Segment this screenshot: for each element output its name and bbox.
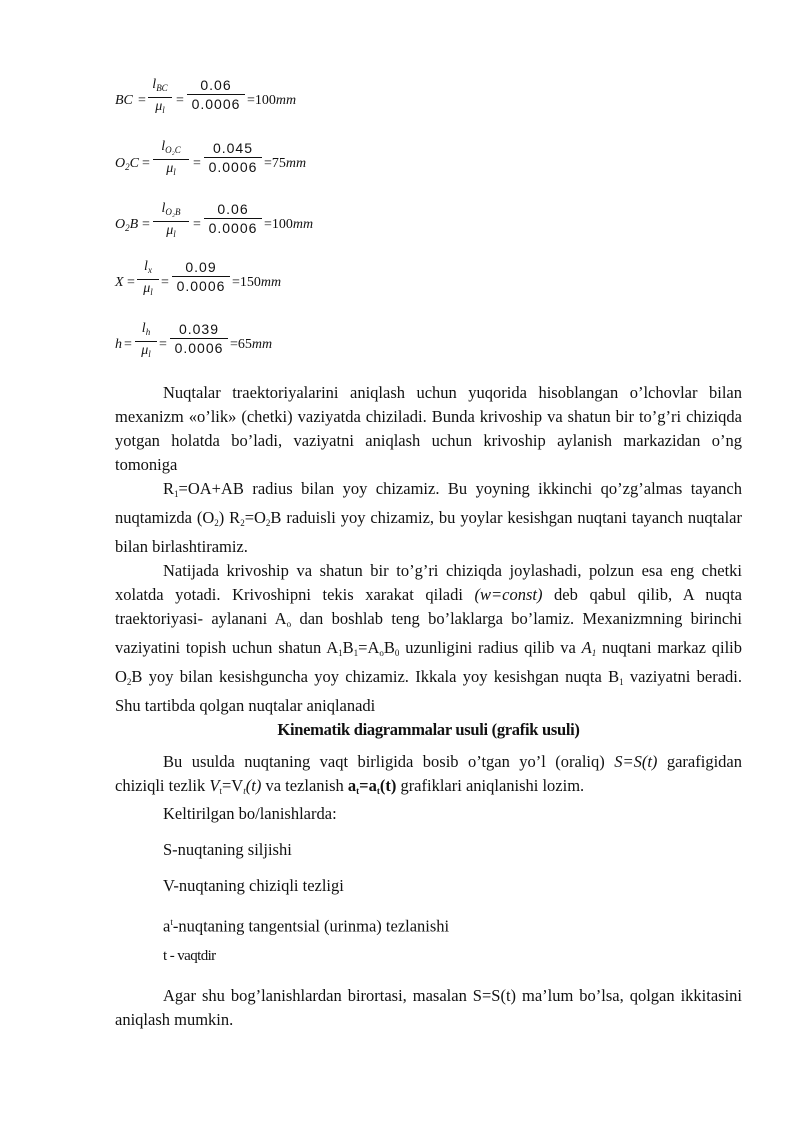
formula-lhs: $O_2C$ [115,156,139,172]
formula-result: =75mm [264,156,307,171]
formula-fraction: $\frac{l_{O_2B}}{\mu_l}$ [153,202,189,241]
list-intro: Keltirilgan bo/lanishlarda: [163,804,337,823]
section-heading: Kinematik diagrammalar usuli (grafik usuli) [277,720,580,739]
closing-text [115,984,742,1032]
formula-result: =65mm [230,337,273,352]
formula-value-fraction: $\frac{0.045}{0.0006}$ [204,141,262,174]
formula-result: =100mm [247,93,297,108]
list-item: S-nuqtaning siljishi [163,840,292,859]
formula-value-fraction: $\frac{0.06}{0.0006}$ [204,202,262,235]
formula-fraction: $\frac{l_h}{\mu_l}$ [135,322,157,361]
formula-lhs: X [115,275,124,290]
formula-result: =100mm [264,217,314,232]
formula-fraction: $\frac{l_x}{\mu_l}$ [137,260,159,299]
list-item: V-nuqtaning chiziqli tezligi [163,876,344,895]
formula-value-fraction: $\frac{0.039}{0.0006}$ [170,322,228,355]
paragraph-2: $R_1=OA+AB$ radius bilan yoy chizamiz. Bu yoyning ikkinchi qo’zg’almas tayanch nuqtamizda $(O_2)$ $R_2=O_2B$ raduisli yoy chizamiz, bu yoylar kesishgan nuqtani tayanch nuqtalar bilan birlashtiramiz. [115,479,742,556]
formula-lhs: h [115,337,122,352]
formula-value-fraction: $\frac{0.06}{0.0006}$ [187,78,245,111]
formula-fraction: $l_{BC}$ $\mu_l$ [148,78,172,117]
formula-result: =150mm [232,275,282,290]
paragraph-1: Nuqtalar traektoriyalarini aniqlash uchun yuqorida hisoblangan o’lchovlar bilan mexanizm «o’lik» (chetki) vaziyatda chiziladi. Bunda krivoship va shatun bir to’g’ri chiziqda yotgan holatda bo’ladi, vaziyatni aniqlash uchun krivoship aylanish markazidan o’ng tomoniga [115,383,742,474]
paragraph-4: Bu usulda nuqtaning vaqt birligida bosib o’tgan yo’l (oraliq) S=S(t) garafigidan chiziqli tezlik $V_t=V_t(t)$ va tezlanish $a_t=a_t(t)$ grafiklari aniqlanishi lozim. [115,752,742,796]
formula-value-fraction: $\frac{0.09}{0.0006}$ [172,260,230,293]
paragraph-5: Agar shu bog’lanishlardan birortasi, masalan S=S(t) ma’lum bo’lsa, qolgan ikkitasini aniqlash mumkin. [115,986,742,1029]
formula-fraction: $\frac{l_{O_2C}}{\mu_l}$ [153,140,189,179]
list-item: t - vaqtdir [163,948,216,964]
formula-lhs: $O_2B$ [115,217,139,233]
paragraph-3: Natijada krivoship va shatun bir to’g’ri chiziqda joylashadi, polzun esa eng chetki xolatda yotadi. Krivoshipni tekis xarakat qiladi (w=const) deb qabul qilib, A nuqta traektoriyasi- aylanani $A_o$ dan boshlab teng bo’laklarga bo’lamiz. Mexanizmning birinchi vaziyatini topish uchun shatun $A_1B_1=A_oB_0$ uzunligini radius qilib va $A_1$ nuqtani markaz qilib $O_2B$ yoy bilan kesishguncha yoy chizamiz. Ikkala yoy kesishgan nuqta $B_1$ vaziyatni beradi. Shu tartibda qolgan nuqtalar aniqlanadi [115,561,743,715]
formula-lhs: BC [115,93,133,108]
list-item: $a^t$-nuqtaning tangentsial (urinma) tezlanishi [163,916,450,936]
body-text [115,381,742,803]
